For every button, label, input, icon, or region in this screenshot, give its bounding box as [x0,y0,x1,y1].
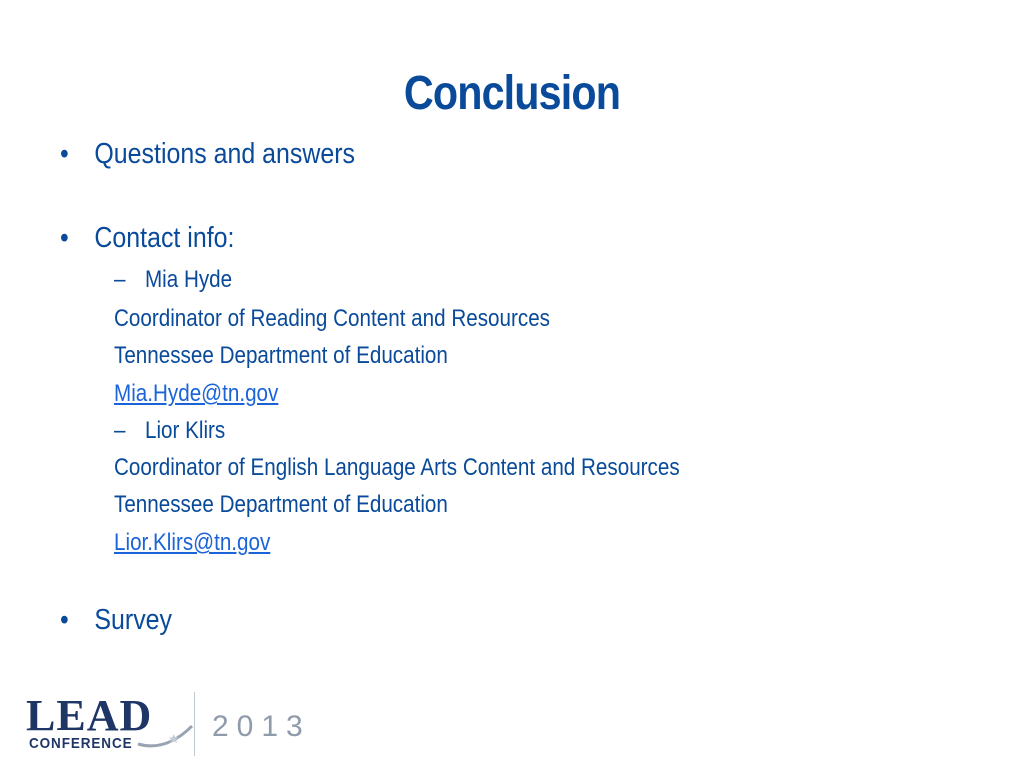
contact-email-2-wrap [114,529,270,557]
bullet-dot-icon: • [60,138,69,170]
logo-year-text: 2013 [212,710,311,743]
contact-org-1: Tennessee Department of Education [114,342,448,369]
dash-icon: – [114,266,126,293]
bullet-survey [60,604,172,637]
bullet-dot-icon: • [60,222,69,254]
contact-role-1: Coordinator of Reading Content and Resources [114,305,551,332]
bullet-questions [60,138,355,171]
logo-conference-text: CONFERENCE [29,735,133,752]
dash-icon: – [114,417,126,444]
contact-email-1-wrap [114,380,278,408]
slide-title: Conclusion [403,67,621,120]
contact-name-2: – Lior Klirs [114,417,226,444]
contact-email-link-2[interactable]: Lior.Klirs@tn.gov [114,529,271,556]
lead-conference-logo [26,690,316,760]
bullet-text: Contact info: [94,222,235,254]
bullet-text: Questions and answers [94,138,356,170]
contact-org-2: Tennessee Department of Education [114,491,448,518]
logo-lead-text: LEAD [26,691,153,740]
logo-divider [194,692,195,756]
contact-name-1: – Mia Hyde [114,266,233,293]
contact-email-link-1[interactable]: Mia.Hyde@tn.gov [114,380,279,407]
bullet-contact-info [60,222,234,255]
bullet-dot-icon: • [60,604,69,636]
logo-swoosh-icon [136,720,196,750]
bullet-text: Survey [94,604,173,636]
contact-role-2: Coordinator of English Language Arts Content and Resources [114,454,680,481]
